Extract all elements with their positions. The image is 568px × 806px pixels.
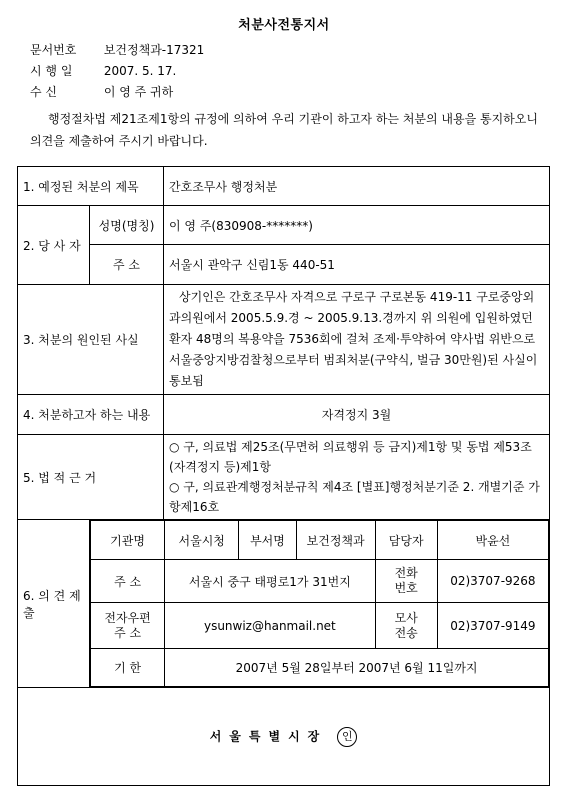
- opinion-table: [90, 520, 549, 687]
- fax-label: 모사 전송: [375, 603, 437, 649]
- agency-address-label: 주 소: [91, 560, 165, 603]
- name-value: 이 영 주(830908-*******): [164, 206, 550, 245]
- date-value: 2007. 5. 17.: [103, 64, 177, 78]
- fax-value: 02)3707-9149: [437, 603, 548, 649]
- title-label: 1. 예정된 처분의 제목: [18, 167, 164, 206]
- period-label: 기 한: [91, 649, 165, 687]
- email-label: 전자우편 주 소: [91, 603, 165, 649]
- opinion-detail: [90, 520, 550, 688]
- intro-text: 행정절차법 제21조제1항의 규정에 의하여 우리 기관이 하고자 하는 처분의 내용을 통지하오니 의견을 제출하여 주시기 바랍니다.: [30, 112, 538, 148]
- recipient-row: [30, 83, 173, 100]
- legal-basis-label: 5. 법 적 근 거: [18, 435, 164, 520]
- dept-value: 보건정책과: [296, 521, 375, 560]
- legal-basis-item: ○ 구, 의료법 제25조(무면허 의료행위 등 금지)제1항 및 동법 제53조(자격정지 등)제1항: [169, 440, 532, 474]
- doc-number: 보건정책과-17321: [103, 43, 205, 57]
- opinion-label: 6. 의 견 제 출: [18, 520, 90, 688]
- doc-number-label: 문서번호: [30, 43, 77, 57]
- person-value: 박윤선: [437, 521, 548, 560]
- agency-label: 기관명: [91, 521, 165, 560]
- title-value: 간호조무사 행정처분: [164, 167, 550, 206]
- document-title: 처분사전통지서: [238, 18, 330, 33]
- signature-name: 서울특별시장: [209, 729, 328, 743]
- doc-number-row: [30, 41, 204, 58]
- period-value: 2007년 5월 28일부터 2007년 6월 11일까지: [165, 649, 549, 687]
- dept-label: 부서명: [239, 521, 296, 560]
- party-label: 2. 당 사 자: [18, 206, 90, 285]
- cause-label: 3. 처분의 원인된 사실: [18, 285, 164, 395]
- legal-basis-value: [164, 435, 550, 520]
- phone-value: 02)3707-9268: [437, 560, 548, 603]
- person-label: 담당자: [375, 521, 437, 560]
- name-label: 성명(명칭): [90, 206, 164, 245]
- date-label: 시 행 일: [30, 64, 73, 78]
- email-value: ysunwiz@hanmail.net: [165, 603, 375, 649]
- legal-basis-item: ○ 구, 의료관계행정처분규칙 제4조 [별표]행정처분기준 2. 개별기준 가항제16호: [169, 480, 540, 514]
- action-label: 4. 처분하고자 하는 내용: [18, 395, 164, 435]
- date-row: [30, 62, 176, 79]
- action-value: 자격정지 3월: [164, 395, 550, 435]
- agency-value: 서울시청: [165, 521, 239, 560]
- phone-label: 전화 번호: [375, 560, 437, 603]
- recipient-value: 이 영 주 귀하: [103, 85, 174, 99]
- seal-stamp: 인: [337, 727, 357, 747]
- party-address-label: 주 소: [90, 245, 164, 285]
- cause-value: 상기인은 간호조무사 자격으로 구로구 구로본동 419-11 구로중앙외과의원에서 2005.5.9.경 ~ 2005.9.13.경까지 위 의원에 입원하였던 환자 48명의 복용약을 7536회에 걸쳐 조제·투약하여 약사법 위반으로 서울중앙지방검찰청으로부터 범죄처분(구약식, 벌금 30만원)된 사실이 통보됨: [164, 285, 550, 395]
- agency-address-value: 서울시 중구 태평로1가 31번지: [165, 560, 375, 603]
- notice-table: [17, 166, 550, 786]
- signature-cell: [18, 688, 550, 786]
- party-address-value: 서울시 관악구 신림1동 440-51: [164, 245, 550, 285]
- recipient-label: 수 신: [30, 85, 57, 99]
